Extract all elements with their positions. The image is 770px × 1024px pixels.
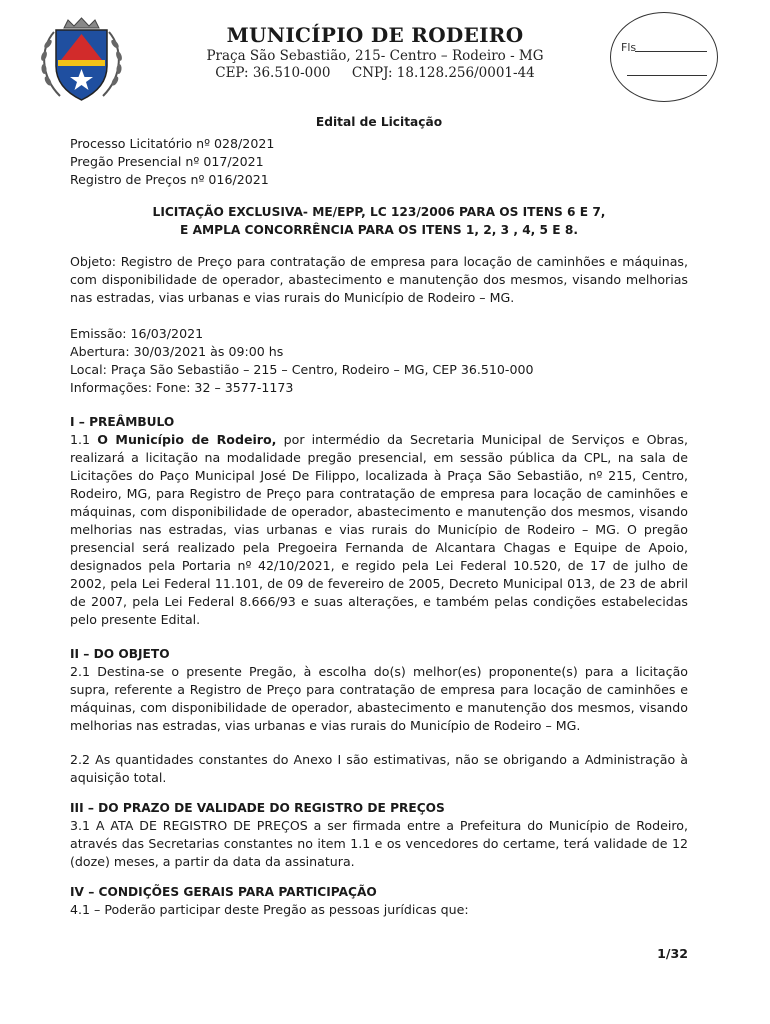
section-title-objeto: II – DO OBJETO [70, 647, 170, 661]
opening-date: Abertura: 30/03/2021 às 09:00 hs [70, 344, 284, 359]
municipal-crest-icon [34, 14, 129, 106]
prazo-paragraph: 3.1 A ATA DE REGISTRO DE PREÇOS a ser firmada entre a Prefeitura do Município de Rodeiro, através das Secretarias constantes no item 1.1 e os vencedores do certame, terá validade de 12 (doze) meses, a partir da data da assinatura. [70, 818, 688, 869]
municipality-title: MUNICÍPIO DE RODEIRO [226, 23, 524, 47]
object-paragraph: Objeto: Registro de Preço para contratação de empresa para locação de caminhões e máquinas, com disponibilidade de operador, abastecimento e manutenção dos mesmos, visando melhorias nas estradas, vias urbanas e vias rurais do Município de Rodeiro – MG. [70, 254, 688, 305]
condicoes-paragraph: 4.1 – Poderão participar deste Pregão as pessoas jurídicas que: [70, 902, 469, 917]
address-line: Praça São Sebastião, 215- Centro – Rodeiro - MG [206, 48, 544, 64]
letterhead [140, 22, 610, 82]
registro-ref: Registro de Preços nº 016/2021 [70, 172, 269, 187]
objeto-paragraph-2-2: 2.2 As quantidades constantes do Anexo I são estimativas, não se obrigando a Administração à aquisição total. [70, 752, 688, 785]
preambulo-paragraph [70, 431, 688, 629]
exclusive-notice-line1: LICITAÇÃO EXCLUSIVA- ME/EPP, LC 123/2006 PARA OS ITENS 6 E 7, [152, 205, 606, 219]
exclusive-notice-line2: E AMPLA CONCORRÊNCIA PARA OS ITENS 1, 2, 3 , 4, 5 E 8. [180, 223, 578, 237]
objeto-paragraph-2-1: 2.1 Destina-se o presente Pregão, à escolha do(s) melhor(es) proponente(s) para a licitação supra, referente a Registro de Preço para contratação de empresa para locação de caminhões e máquinas, com disponibilidade de operador, abastecimento e manutenção dos mesmos, visando melhorias nas estradas, vias urbanas e vias rurais do Município de Rodeiro – MG. [70, 664, 688, 733]
stamp-line [627, 75, 707, 76]
document-title: Edital de Licitação [315, 115, 443, 129]
section-title-prazo: III – DO PRAZO DE VALIDADE DO REGISTRO DE PREÇOS [70, 801, 445, 815]
page-number: 1/32 [657, 946, 688, 961]
section-title-condicoes: IV – CONDIÇÕES GERAIS PARA PARTICIPAÇÃO [70, 885, 377, 899]
location: Local: Praça São Sebastião – 215 – Centro, Rodeiro – MG, CEP 36.510-000 [70, 362, 534, 377]
section-title-preambulo: I – PREÂMBULO [70, 415, 175, 429]
stamp-label: Fls [621, 41, 637, 54]
document-body [70, 113, 688, 919]
cep-cnpj-line: CEP: 36.510-000 CNPJ: 18.128.256/0001-44 [215, 65, 535, 81]
stamp-line [635, 51, 707, 52]
page-stamp [610, 12, 718, 102]
process-ref: Processo Licitatório nº 028/2021 [70, 136, 275, 151]
municipality-name: O Município de Rodeiro, [97, 432, 277, 447]
preambulo-text: por intermédio da Secretaria Municipal de Serviços e Obras, realizará a licitação na modalidade pregão presencial, em sessão pública da CPL, na sala de Licitações do Paço Municipal José De Filippo, localizada à Praça São Sebastião, nº 215, Centro, Rodeiro, MG, para Registro de Preço para contratação de empresa para locação de caminhões e máquinas, com disponibilidade de operador, abastecimento e manutenção dos mesmos, visando melhorias nas estradas, vias urbanas e vias rurais do Município de Rodeiro – MG. O pregão presencial será realizado pela Pregoeira Fernanda de Alcantara Chagas e Equipe de Apoio, designados pela Portaria nº 42/10/2021, e regido pela Lei Federal 10.520, de 17 de julho de 2002, pela Lei Federal 11.101, de 09 de fevereiro de 2005, Decreto Municipal 013, de 23 de abril de 2007, pela Lei Federal 8.666/93 e suas alterações, e também pelas condições estabelecidas pelo presente Edital. [70, 432, 688, 627]
pregao-ref: Pregão Presencial nº 017/2021 [70, 154, 264, 169]
item-number: 1.1 [70, 432, 98, 447]
contact-info: Informações: Fone: 32 – 3577-1173 [70, 380, 294, 395]
issue-date: Emissão: 16/03/2021 [70, 326, 204, 341]
